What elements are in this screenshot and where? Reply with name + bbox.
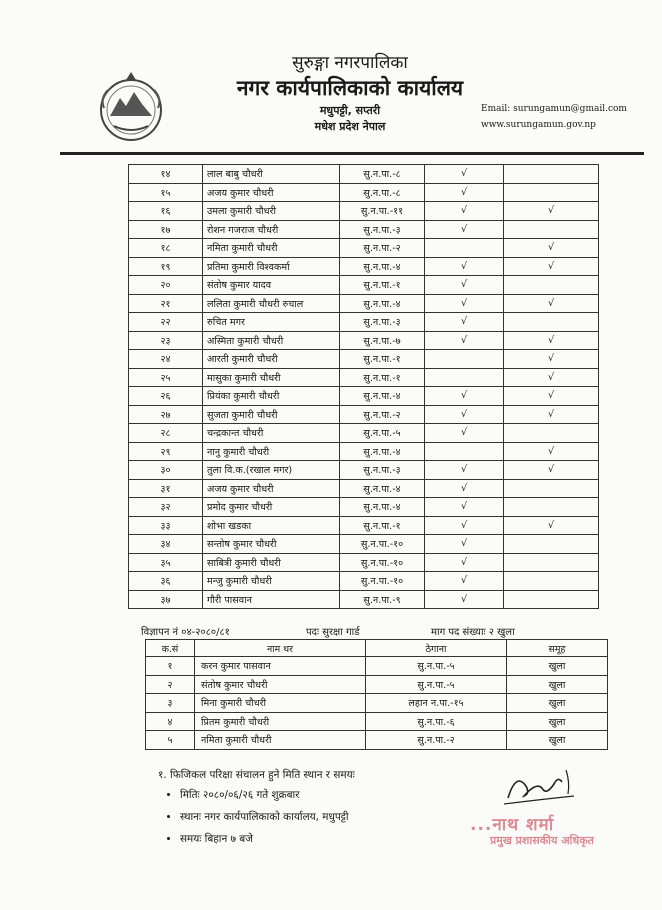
selected-candidates-table: [145, 639, 608, 750]
table-row: [129, 313, 599, 332]
selected-candidates-body: [146, 657, 608, 750]
row-check-2: [504, 220, 599, 239]
row-number: २१: [129, 294, 203, 313]
email-text: Email: surungamun@gmail.com: [481, 104, 627, 114]
row-group: खुला: [507, 694, 608, 713]
row-check-1: √: [425, 553, 504, 572]
table-row: [129, 220, 599, 239]
table-row: [129, 424, 599, 443]
row-address: सु.न.पा.-२: [340, 239, 425, 258]
row-check-1: [425, 239, 504, 258]
row-number: १५: [129, 183, 203, 202]
row-address: सु.न.पा.-३: [340, 220, 425, 239]
municipality-name: सुरुङ्गा नगरपालिका: [292, 53, 408, 73]
row-name: प्रमोद कुमार चौधरी: [203, 498, 340, 517]
row-number: ३१: [129, 479, 203, 498]
row-check-2: √: [504, 442, 599, 461]
row-name: रुचित मगर: [203, 313, 340, 332]
row-check-2: [504, 165, 599, 184]
row-number: २०: [129, 276, 203, 295]
row-address: सु.न.पा.-५: [366, 675, 507, 694]
row-check-2: √: [504, 239, 599, 258]
header-address: ठेगाना: [366, 640, 507, 657]
table-row: [129, 239, 599, 258]
table-row: [146, 694, 608, 713]
official-stamp: [470, 812, 594, 848]
table-row: [129, 442, 599, 461]
row-name: मन्जु कुमारी चौधरी: [203, 572, 340, 591]
table-row: [129, 553, 599, 572]
row-name: अजय कुमार चौधरी: [203, 479, 340, 498]
row-check-2: [504, 424, 599, 443]
row-name: प्रियंका कुमारी चौधरी: [203, 387, 340, 406]
row-number: ४: [146, 712, 195, 731]
row-name: गौरी पासवान: [203, 590, 340, 609]
row-address: सु.न.पा.-६: [366, 712, 507, 731]
row-check-1: √: [425, 590, 504, 609]
row-check-2: √: [504, 294, 599, 313]
row-address: सु.न.पा.-१: [340, 368, 425, 387]
row-address: सु.न.पा.-४: [340, 387, 425, 406]
table-row: [129, 350, 599, 369]
row-number: १९: [129, 257, 203, 276]
header-sn: क.सं: [146, 640, 195, 657]
row-name: करन कुमार पासवान: [195, 657, 366, 676]
table-row: [146, 675, 608, 694]
table-row: [129, 294, 599, 313]
exam-notes: [158, 768, 355, 854]
row-address: सु.न.पा.-८: [340, 183, 425, 202]
row-address: सु.न.पा.-२: [340, 405, 425, 424]
header-name: नाम थर: [195, 640, 366, 657]
row-check-2: [504, 535, 599, 554]
table-row: [129, 498, 599, 517]
row-number: २९: [129, 442, 203, 461]
row-number: ३: [146, 694, 195, 713]
table-row: [129, 257, 599, 276]
table-row: [129, 535, 599, 554]
row-number: ३६: [129, 572, 203, 591]
row-group: खुला: [507, 657, 608, 676]
advert-demand: माग पद संख्याः २ खुला: [431, 627, 515, 638]
row-number: २५: [129, 368, 203, 387]
table-row: [129, 461, 599, 480]
header-group: समूह: [507, 640, 608, 657]
row-check-2: [504, 590, 599, 609]
row-check-1: [425, 350, 504, 369]
notes-heading: १. फिजिकल परिक्षा संचालन हुने मिति स्थान र समयः: [158, 769, 355, 781]
row-name: चन्द्रकान्त चौधरी: [203, 424, 340, 443]
row-number: १८: [129, 239, 203, 258]
row-number: २७: [129, 405, 203, 424]
row-address: सु.न.पा.-५: [340, 424, 425, 443]
table-row: [129, 202, 599, 221]
row-name: रोशन गजराज चौधरी: [203, 220, 340, 239]
office-province: मधेश प्रदेश नेपाल: [314, 120, 386, 133]
row-check-1: √: [425, 479, 504, 498]
row-name: मिना कुमारी चौधरी: [195, 694, 366, 713]
row-address: सु.न.पा.-४: [340, 257, 425, 276]
row-address: सु.न.पा.-४: [340, 294, 425, 313]
header-divider: [60, 152, 644, 155]
row-check-2: √: [504, 202, 599, 221]
row-check-2: √: [504, 331, 599, 350]
row-check-1: √: [425, 165, 504, 184]
candidate-list-body: [129, 165, 599, 609]
row-check-1: √: [425, 461, 504, 480]
row-check-2: [504, 572, 599, 591]
notes-item-place: • स्थानः नगर कार्यपालिकाको कार्यालय, मधुपट्टी: [180, 810, 355, 824]
row-check-2: [504, 313, 599, 332]
table-row: [129, 165, 599, 184]
row-address: सु.न.पा.-८: [340, 165, 425, 184]
row-check-1: √: [425, 202, 504, 221]
row-check-1: √: [425, 276, 504, 295]
row-name: संतोष कुमार यादव: [203, 276, 340, 295]
row-check-2: [504, 276, 599, 295]
table-row: [129, 368, 599, 387]
table-row: [129, 479, 599, 498]
row-name: उमला कुमारी चौधरी: [203, 202, 340, 221]
row-name: शोभा खडका: [203, 516, 340, 535]
row-number: ३५: [129, 553, 203, 572]
row-address: सु.न.पा.-१: [340, 350, 425, 369]
table-row: [129, 405, 599, 424]
row-number: २२: [129, 313, 203, 332]
row-address: सु.न.पा.-७: [340, 331, 425, 350]
row-check-2: √: [504, 516, 599, 535]
row-check-1: √: [425, 498, 504, 517]
table-row: [129, 590, 599, 609]
row-name: सुजता कुमारी चौधरी: [203, 405, 340, 424]
row-address: सु.न.पा.-१: [340, 516, 425, 535]
row-number: १: [146, 657, 195, 676]
candidate-list-table: [128, 164, 599, 609]
notes-item-date: • मितिः २०८०/०६/२६ गते शुक्रबार: [180, 788, 355, 802]
row-check-1: [425, 368, 504, 387]
table-row: [129, 183, 599, 202]
row-check-1: √: [425, 257, 504, 276]
office-name: नगर कार्यपालिकाको कार्यालय: [236, 76, 464, 100]
row-number: १७: [129, 220, 203, 239]
row-name: संतोष कुमार चौधरी: [195, 675, 366, 694]
row-name: आरती कुमारी चौधरी: [203, 350, 340, 369]
row-address: सु.न.पा.-५: [366, 657, 507, 676]
row-check-1: √: [425, 405, 504, 424]
row-address: सु.न.पा.-१०: [340, 553, 425, 572]
table-row: [129, 572, 599, 591]
row-name: मासुका कुमारी चौधरी: [203, 368, 340, 387]
row-number: २६: [129, 387, 203, 406]
row-check-1: √: [425, 424, 504, 443]
row-address: सु.न.पा.-४: [340, 442, 425, 461]
advert-number: विज्ञापन नं ०४-२०८०/८१: [141, 627, 230, 638]
row-number: २३: [129, 331, 203, 350]
row-check-1: √: [425, 331, 504, 350]
notes-list: [158, 788, 355, 846]
row-check-2: [504, 498, 599, 517]
row-name: लाल बाबु चौधरी: [203, 165, 340, 184]
row-address: सु.न.पा.-४: [340, 479, 425, 498]
office-location: मधुपट्टी, सप्तरी: [319, 104, 381, 117]
row-check-2: [504, 479, 599, 498]
stamp-title: प्रमुख प्रशासकीय अधिकृत: [490, 834, 594, 847]
row-check-1: √: [425, 183, 504, 202]
row-address: सु.न.पा.-१०: [340, 572, 425, 591]
row-name: तुला वि.क.(रखाल मगर): [203, 461, 340, 480]
row-address: सु.न.पा.-१: [340, 276, 425, 295]
row-check-1: √: [425, 220, 504, 239]
letterhead: [200, 50, 500, 134]
row-check-2: √: [504, 350, 599, 369]
row-group: खुला: [507, 675, 608, 694]
row-name: नमिता कुमारी चौधरी: [195, 731, 366, 750]
table-row: [146, 731, 608, 750]
signature: [496, 762, 586, 812]
website-text: www.surungamun.gov.np: [481, 120, 596, 130]
row-name: अजय कुमार चौधरी: [203, 183, 340, 202]
row-check-1: [425, 442, 504, 461]
row-name: प्रितम कुमारी चौधरी: [195, 712, 366, 731]
row-address: सु.न.पा.-१०: [340, 535, 425, 554]
government-emblem: [96, 68, 166, 148]
table-row: [146, 712, 608, 731]
row-number: २: [146, 675, 195, 694]
row-name: अस्मिता कुमारी चौधरी: [203, 331, 340, 350]
row-group: खुला: [507, 712, 608, 731]
row-check-2: √: [504, 368, 599, 387]
row-check-1: √: [425, 294, 504, 313]
table-header-row: [146, 640, 608, 657]
row-address: सु.न.पा.-४: [340, 498, 425, 517]
table-row: [129, 516, 599, 535]
table-row: [129, 331, 599, 350]
row-check-2: √: [504, 405, 599, 424]
row-number: २४: [129, 350, 203, 369]
row-name: नमिता कुमारी चौधरी: [203, 239, 340, 258]
row-name: ललिता कुमारी चौधरी रुचाल: [203, 294, 340, 313]
notes-item-time: • समयः बिहान ७ बजे: [180, 832, 355, 846]
row-check-1: √: [425, 387, 504, 406]
row-address: सु.न.पा.-११: [340, 202, 425, 221]
row-check-2: [504, 183, 599, 202]
row-number: ३३: [129, 516, 203, 535]
row-check-2: √: [504, 257, 599, 276]
row-address: सु.न.पा.-९: [340, 590, 425, 609]
row-check-2: √: [504, 461, 599, 480]
row-number: ५: [146, 731, 195, 750]
row-check-2: [504, 553, 599, 572]
table-row: [129, 387, 599, 406]
row-address: लहान न.पा.-१५: [366, 694, 507, 713]
row-group: खुला: [507, 731, 608, 750]
row-number: ३०: [129, 461, 203, 480]
row-number: १६: [129, 202, 203, 221]
row-check-1: √: [425, 313, 504, 332]
row-address: सु.न.पा.-३: [340, 461, 425, 480]
advert-post: पदः सुरक्षा गार्ड: [306, 627, 360, 638]
row-number: ३७: [129, 590, 203, 609]
row-address: सु.न.पा.-३: [340, 313, 425, 332]
row-check-1: √: [425, 572, 504, 591]
row-name: प्रतिमा कुमारी विश्वकर्मा: [203, 257, 340, 276]
table-row: [146, 657, 608, 676]
table-row: [129, 276, 599, 295]
row-number: २८: [129, 424, 203, 443]
row-name: साबित्री कुमारी चौधरी: [203, 553, 340, 572]
row-address: सु.न.पा.-२: [366, 731, 507, 750]
row-check-1: √: [425, 535, 504, 554]
row-name: नानु कुमारी चौधरी: [203, 442, 340, 461]
stamp-name: ...नाथ शर्मा: [470, 815, 555, 835]
row-check-1: √: [425, 516, 504, 535]
row-number: ३२: [129, 498, 203, 517]
row-name: सन्तोष कुमार चौधरी: [203, 535, 340, 554]
row-number: १४: [129, 165, 203, 184]
row-number: ३४: [129, 535, 203, 554]
row-check-2: √: [504, 387, 599, 406]
contact-info: [481, 101, 627, 133]
